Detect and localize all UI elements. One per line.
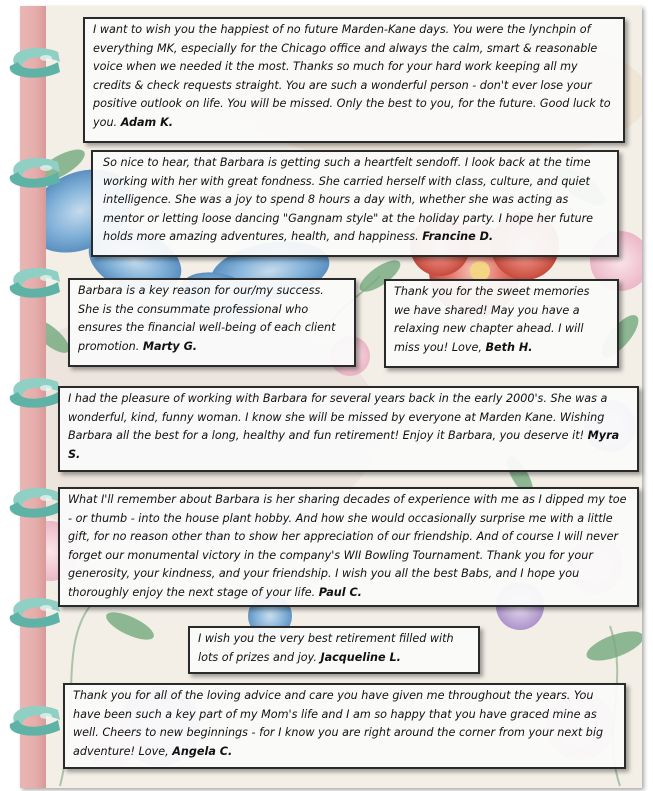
binder-ring-icon [0,152,64,194]
binder-ring-icon [0,700,64,742]
note-message: So nice to hear, that Barbara is getting such a heartfelt sendoff. I look back at the time working with her with great fondness. She carried herself with class, culture, and quiet intelligence. She was a joy to spend 8 hours a day with, whether she was acting as mentor or letting loose dancing "Gangnam style" at the holiday party. I hope her future holds more amazing adventures, health, and happiness. [103,156,594,244]
note-message: I want to wish you the happiest of no future Marden-Kane days. You were the lynchpin of everything MK, especially for the Chicago office and always the calm, smart & reasonable voice when we needed it the most. Thanks so much for your hard work keeping all my credits & check requests straight. You are such a wonderful person - don't ever lose your positive outlook on life. You will be missed. Only the best to you, for the future. Good luck to you. [93,23,611,129]
binder-ring-icon [0,42,64,84]
note-jacqueline-l [188,626,480,674]
binder-ring-icon [0,372,64,414]
note-angela-c [63,683,626,769]
note-signature: Marty G. [142,339,198,353]
note-signature: Adam K. [120,115,174,129]
note-signature: Francine D. [422,230,494,244]
binder-ring-icon [0,482,64,524]
note-message: I wish you the very best retirement filled with lots of prizes and joy. [198,632,454,664]
binder-ring-icon [0,262,64,304]
note-signature: Jacqueline L. [320,650,401,664]
note-beth-h [384,279,619,368]
note-marty-g [68,278,356,367]
note-message: Thank you for the sweet memories we have shared! May you have a relaxing new chapter ahead. I will miss you! Love, [394,285,590,354]
note-paul-c [58,487,639,607]
note-myra-s [58,386,639,472]
note-francine-d [91,150,619,257]
note-message: Thank you for all of the loving advice and care you have given me throughout the years. You have been such a key part of my Mom's life and I am so happy that you have graced mine as well. Cheers to new beginnings - for I know you are right around the corner from your next big adventure! Love, [73,689,604,758]
note-message: What I'll remember about Barbara is her sharing decades of experience with me as I dipped my toe - or thumb - into the house plant hobby. And how she would occasionally surprise me with a little gift, for no reason other than to show her appreciation of our friendship. And of course I will never forget our monumental victory in the company's WII Bowling Tournament. Thank you for your generosity, your kindness, and your friendship. I wish you all the best Babs, and I hope you thoroughly enjoy the next stage of your life. [68,493,627,599]
note-signature: Myra S. [68,429,620,461]
note-signature: Beth H. [485,340,533,354]
note-adam-k [83,17,625,143]
note-signature: Paul C. [318,585,362,599]
note-message: I had the pleasure of working with Barbara for several years back in the early 2000's. She was a wonderful, kind, funny woman. I know she will be missed by everyone at Marden Kane. Wishing Barbara all the best for a long, healthy and fun retirement! Enjoy it Barbara, you deserve it! [68,392,608,443]
binder-ring-icon [0,592,64,634]
note-message: Barbara is a key reason for our/my success. She is the consummate professional who ensures the financial well-being of each client promotion. [78,284,336,353]
note-signature: Angela C. [172,744,233,758]
